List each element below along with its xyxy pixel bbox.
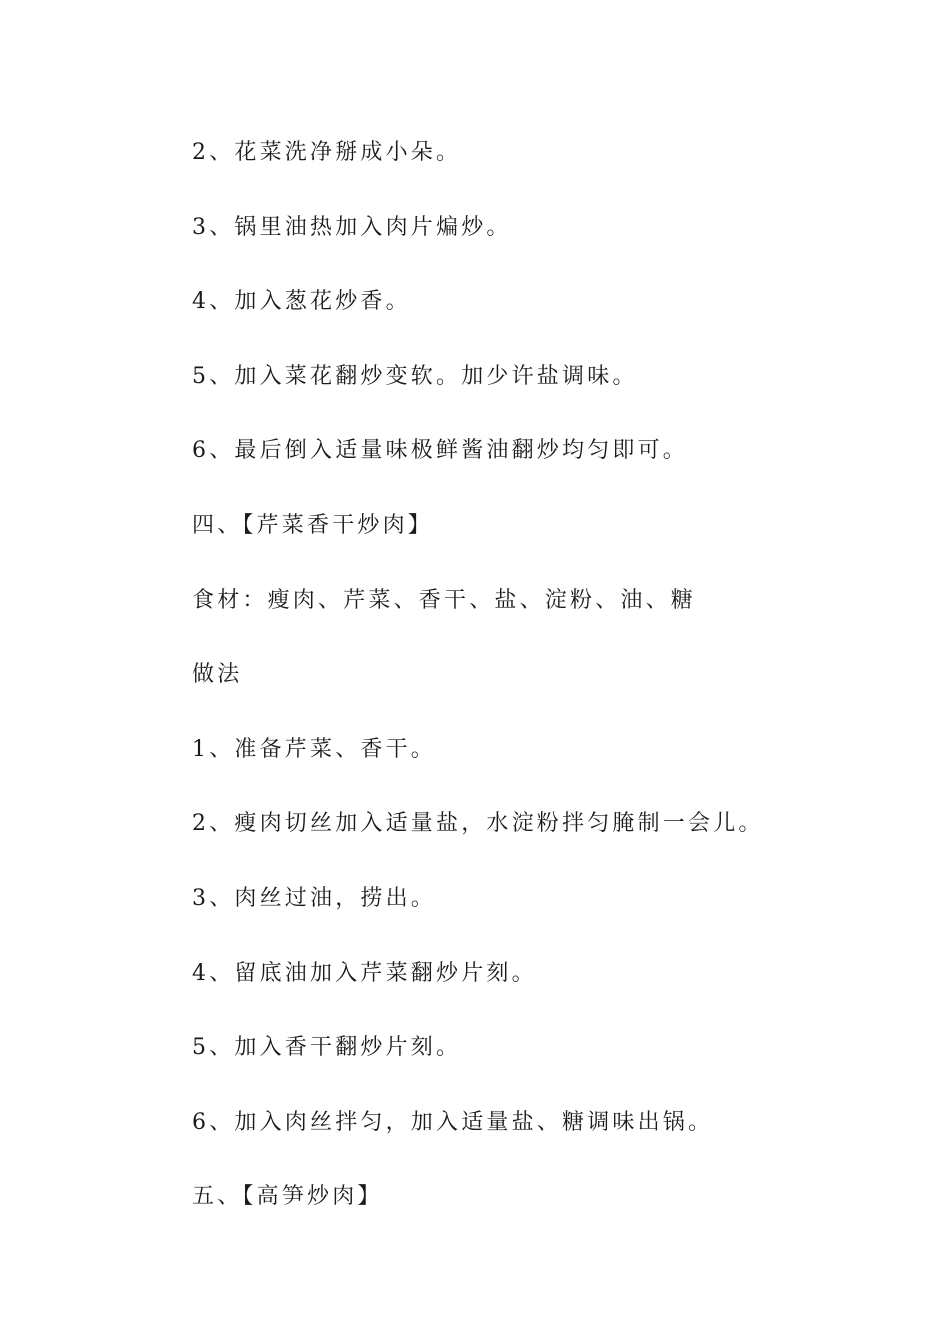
step-line: 4、加入葱花炒香。 xyxy=(192,289,411,315)
method-heading: 做法 xyxy=(192,662,243,688)
document-body xyxy=(192,134,832,1253)
section-heading: 四、【芹菜香干炒肉】 xyxy=(192,512,434,538)
step-line: 5、加入香干翻炒片刻。 xyxy=(192,1035,462,1061)
step-line: 2、瘦肉切丝加入适量盐，水淀粉拌匀腌制一会儿。 xyxy=(192,811,764,837)
ingredients-line: 食材：瘦肉、芹菜、香干、盐、淀粉、油、糖 xyxy=(192,587,697,613)
step-line: 6、最后倒入适量味极鲜酱油翻炒均匀即可。 xyxy=(192,438,688,464)
step-line: 1、准备芹菜、香干。 xyxy=(192,736,436,762)
step-line: 3、肉丝过油，捞出。 xyxy=(192,885,436,911)
step-line: 6、加入肉丝拌匀，加入适量盐、糖调味出锅。 xyxy=(192,1109,714,1135)
step-line: 5、加入菜花翻炒变软。加少许盐调味。 xyxy=(192,363,638,389)
step-line: 2、花菜洗净掰成小朵。 xyxy=(192,140,462,165)
step-line: 3、锅里油热加入肉片煸炒。 xyxy=(192,214,512,240)
step-line: 4、留底油加入芹菜翻炒片刻。 xyxy=(192,960,537,986)
section-heading: 五、【高笋炒肉】 xyxy=(192,1184,383,1210)
